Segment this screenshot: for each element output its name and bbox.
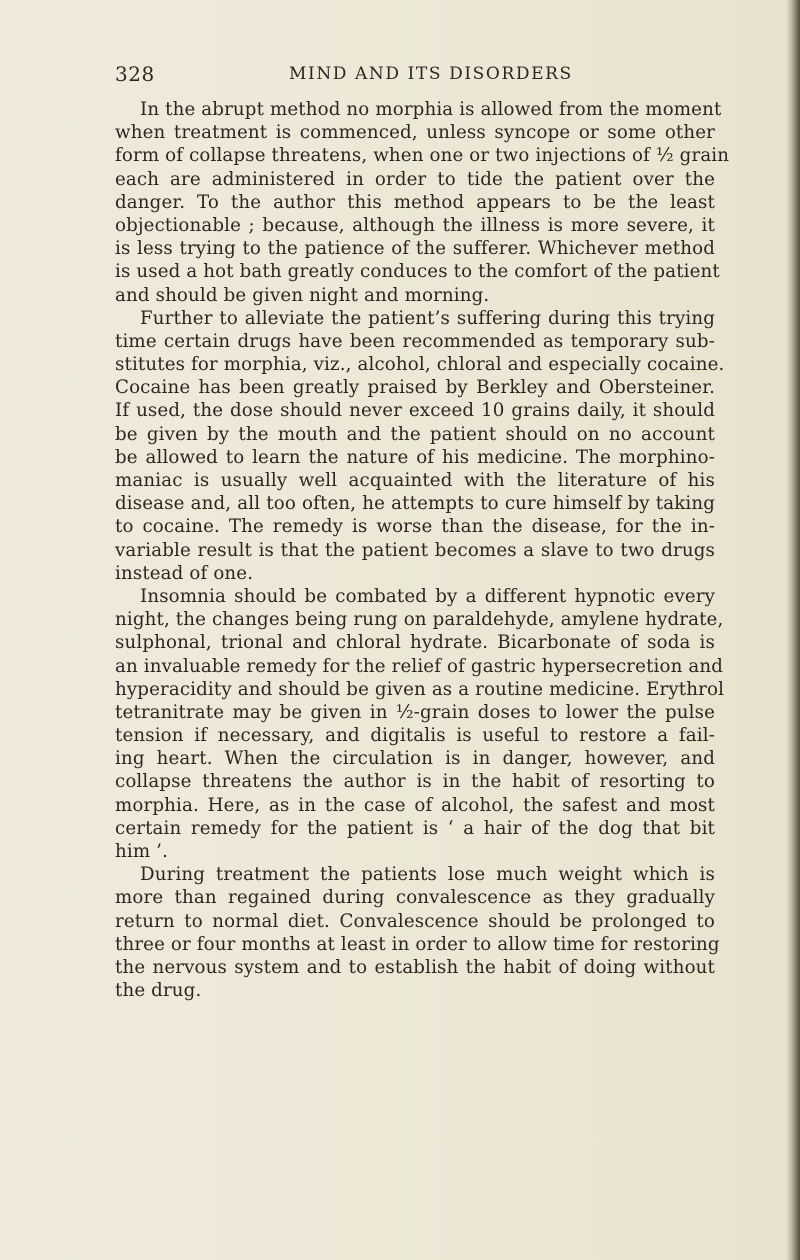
- text-line: and should be given night and morning.: [115, 284, 490, 306]
- page-edge-shadow: [786, 0, 800, 1260]
- text-line: During treatment the patients lose much weight which is: [140, 864, 715, 886]
- text-line: when treatment is commenced, unless syncope or some other: [115, 122, 715, 144]
- text-line: return to normal diet. Convalescence should be prolonged to: [115, 910, 715, 932]
- text-line: Cocaine has been greatly praised by Berkley and Obersteiner.: [115, 377, 715, 399]
- body-text: [115, 98, 730, 1002]
- text-line: sulphonal, trional and chloral hydrate. Bicarbonate of soda is: [115, 632, 715, 654]
- text-line: more than regained during convalescence as they gradually: [115, 887, 715, 909]
- paragraph-convalescence: [115, 863, 720, 1002]
- text-line: disease and, all too often, he attempts to cure himself by taking: [115, 493, 715, 515]
- text-line: be given by the mouth and the patient should on no account: [115, 423, 715, 445]
- text-line: to cocaine. The remedy is worse than the disease, for the in-: [115, 516, 715, 538]
- text-line: hyperacidity and should be given as a routine medicine. Erythrol: [115, 678, 725, 700]
- paragraph-drug-substitutes: [115, 307, 725, 585]
- page-number: 328: [115, 62, 155, 86]
- text-line: tetranitrate may be given in ½-grain doses to lower the pulse: [115, 701, 715, 723]
- text-line: Further to alleviate the patient’s suffering during this trying: [140, 307, 715, 329]
- text-line: certain remedy for the patient is ‘ a hair of the dog that bit: [115, 817, 715, 839]
- text-line: objectionable ; because, although the illness is more severe, it: [115, 214, 715, 236]
- text-line: three or four months at least in order to allow time for restoring: [115, 933, 720, 955]
- text-line: stitutes for morphia, viz., alcohol, chloral and especially cocaine.: [115, 354, 725, 376]
- text-line: each are administered in order to tide the patient over the: [115, 168, 715, 190]
- text-line: the nervous system and to establish the habit of doing without: [115, 956, 715, 978]
- text-line: him ’.: [115, 841, 169, 862]
- paragraph-insomnia: [115, 585, 725, 863]
- text-line: is used a hot bath greatly conduces to the comfort of the patient: [115, 261, 720, 283]
- text-line: night, the changes being rung on paraldehyde, amylene hydrate,: [115, 609, 724, 631]
- text-line: Insomnia should be combated by a different hypnotic every: [140, 585, 715, 607]
- paragraph-abrupt-method: [115, 98, 730, 307]
- text-line: danger. To the author this method appears to be the least: [115, 191, 715, 213]
- text-line: the drug.: [115, 980, 202, 1002]
- text-line: variable result is that the patient becomes a slave to two drugs: [115, 539, 715, 561]
- text-line: maniac is usually well acquainted with the literature of his: [115, 470, 715, 491]
- text-line: an invaluable remedy for the relief of gastric hypersecretion and: [115, 655, 724, 677]
- text-line: form of collapse threatens, when one or two injections of ½ grain: [115, 145, 730, 167]
- text-line: instead of one.: [115, 562, 254, 584]
- text-line: morphia. Here, as in the case of alcohol, the safest and most: [115, 794, 715, 816]
- text-line: collapse threatens the author is in the habit of resorting to: [115, 771, 715, 793]
- text-line: tension if necessary, and digitalis is useful to restore a fail-: [115, 725, 715, 747]
- running-title: MIND AND ITS DISORDERS: [289, 64, 573, 84]
- running-head: [115, 62, 709, 90]
- text-line: In the abrupt method no morphia is allowed from the moment: [140, 99, 722, 120]
- text-line: time certain drugs have been recommended as temporary sub-: [115, 330, 715, 352]
- text-line: ing heart. When the circulation is in danger, however, and: [115, 748, 715, 770]
- text-line: If used, the dose should never exceed 10 grains daily, it should: [115, 400, 715, 422]
- text-line: be allowed to learn the nature of his medicine. The morphino-: [115, 446, 715, 468]
- text-line: is less trying to the patience of the sufferer. Whichever method: [115, 238, 715, 260]
